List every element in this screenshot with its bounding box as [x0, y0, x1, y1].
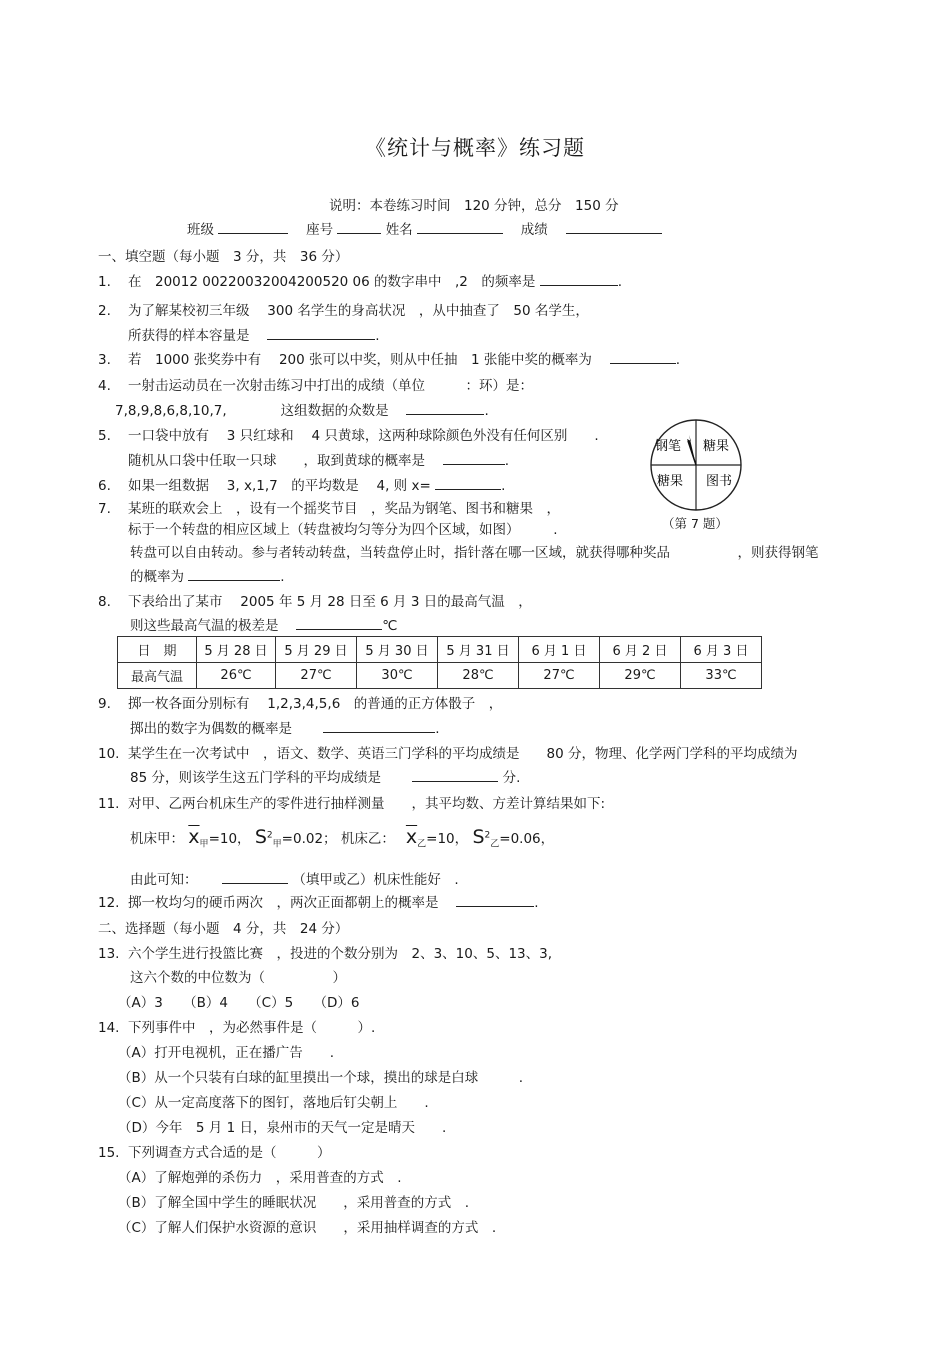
temperature-table — [117, 636, 762, 689]
question-10: 10. 某学生在一次考试中 ，语文、数学、英语三门学科的平均成绩是 80 分，物理、化学两门学科的平均成绩为 — [98, 746, 798, 762]
table-cell: 26℃ — [197, 663, 276, 689]
name-field[interactable] — [417, 219, 503, 234]
page-title: 《统计与概率》练习题 — [365, 136, 585, 160]
table-cell: 5 月 29 日 — [276, 637, 357, 663]
option-a[interactable]: （A）了解炮弹的杀伤力 ，采用普查的方式 . — [118, 1170, 402, 1186]
seat-label: 座号 — [306, 222, 334, 238]
class-field[interactable] — [218, 219, 288, 234]
answer-blank[interactable] — [296, 615, 382, 630]
spinner-diagram — [648, 417, 744, 513]
question-11: 11. 对甲、乙两台机床生产的零件进行抽样测量 ，其平均数、方差计算结果如下: — [98, 796, 606, 812]
question-14: 14. 下列事件中 ，为必然事件是（ ）. — [98, 1020, 376, 1036]
answer-blank[interactable] — [456, 892, 534, 907]
question-6: 6. 如果一组数据 3, x,1,7 的平均数是 4, 则 x= . — [98, 474, 505, 494]
question-11-line3: 由此可知： （填甲或乙）机床性能好 . — [130, 868, 459, 888]
name-label: 姓名 — [385, 222, 413, 238]
table-cell: 日 期 — [118, 637, 197, 663]
question-4: 4. 一射击运动员在一次射击练习中打出的成绩（单位 ：环）是： — [98, 378, 533, 394]
table-cell: 28℃ — [438, 663, 519, 689]
question-7: 7. 某班的联欢会上 ，设有一个摇奖节目 ，奖品为钢笔、图书和糖果 ， — [98, 501, 560, 517]
question-7-line4: 的概率为 . — [130, 565, 285, 585]
answer-blank[interactable] — [412, 767, 498, 782]
option-c[interactable]: （C）从一定高度落下的图钉，落地后钉尖朝上 . — [118, 1095, 429, 1111]
table-cell: 6 月 2 日 — [600, 637, 681, 663]
question-1: 1. 在 20012 00220032004200520 06 的数字串中 ,2 的频率是 . — [98, 270, 622, 290]
answer-blank[interactable] — [222, 869, 288, 884]
table-cell: 最高气温 — [118, 663, 197, 689]
question-4-line2: 7,8,9,8,6,8,10,7, 这组数据的众数是 . — [115, 399, 489, 419]
sector-label: 糖果 — [657, 474, 684, 489]
question-2: 2. 为了解某校初三年级 300 名学生的身高状况 ，从中抽查了 50 名学生， — [98, 303, 589, 319]
score-field[interactable] — [566, 219, 662, 234]
table-row — [118, 663, 762, 689]
figure-caption: （第 7 题） — [662, 516, 728, 531]
answer-blank[interactable] — [267, 325, 375, 340]
question-2-line2: 所获得的样本容量是 . — [128, 324, 380, 344]
table-cell: 30℃ — [357, 663, 438, 689]
question-13: 13. 六个学生进行投篮比赛 ，投进的个数分别为 2、3、10、5、13、3, — [98, 946, 553, 962]
option-a[interactable]: （A）打开电视机，正在播广告 . — [118, 1045, 335, 1061]
table-cell: 27℃ — [519, 663, 600, 689]
question-8-line2: 则这些最高气温的极差是 ℃ — [130, 614, 397, 634]
answer-blank[interactable] — [406, 400, 484, 415]
machine-stats: 机床甲： $\overline{x}_甲=10$， $S^2_甲=0.02$； 机床乙： $\overline{x}_乙=10$， $S^2_乙=0.06$， — [130, 826, 555, 850]
question-13-line2: 这六个数的中位数为（ ） — [130, 970, 346, 986]
question-5: 5. 一口袋中放有 3 只红球和 4 只黄球，这两种球除颜色外没有任何区别 . — [98, 428, 599, 444]
class-label: 班级 — [187, 222, 214, 238]
table-cell: 5 月 28 日 — [197, 637, 276, 663]
question-10-line2: 85 分，则该学生这五门学科的平均成绩是 分. — [130, 766, 520, 786]
student-info — [187, 218, 662, 238]
question-12: 12. 掷一枚均匀的硬币两次 ，两次正面都朝上的概率是 . — [98, 891, 539, 911]
answer-blank[interactable] — [323, 718, 435, 733]
question-5-line2: 随机从口袋中任取一只球 ，取到黄球的概率是 . — [128, 449, 509, 469]
answer-blank[interactable] — [540, 271, 618, 286]
question-3: 3. 若 1000 张奖券中有 200 张可以中奖，则从中任抽 1 张能中奖的概率为 . — [98, 348, 680, 368]
question-9-line2: 掷出的数字为偶数的概率是 . — [130, 717, 440, 737]
question-15: 15. 下列调查方式合适的是（ ） — [98, 1145, 331, 1161]
section-heading-fill: 一、填空题（每小题 3 分，共 36 分） — [98, 249, 349, 265]
option-b[interactable]: （B）了解全国中学生的睡眠状况 ，采用普查的方式 . — [118, 1195, 470, 1211]
question-13-options[interactable]: （A）3 （B）4 （C）5 （D）6 — [118, 995, 360, 1011]
table-cell: 6 月 1 日 — [519, 637, 600, 663]
sector-label: 钢笔 — [655, 439, 682, 454]
table-cell: 27℃ — [276, 663, 357, 689]
table-cell: 6 月 3 日 — [681, 637, 762, 663]
question-7-line2: 标于一个转盘的相应区域上（转盘被均匀等分为四个区域，如图） . — [128, 522, 558, 538]
table-cell: 5 月 30 日 — [357, 637, 438, 663]
question-8: 8. 下表给出了某市 2005 年 5 月 28 日至 6 月 3 日的最高气温 ， — [98, 594, 532, 610]
section-heading-choice: 二、选择题（每小题 4 分，共 24 分） — [98, 921, 349, 937]
exam-note: 说明：本卷练习时间 120 分钟，总分 150 分 — [329, 198, 619, 214]
seat-field[interactable] — [337, 219, 381, 234]
sector-label: 糖果 — [703, 439, 730, 454]
score-label: 成绩 — [520, 222, 548, 238]
sector-label: 图书 — [706, 474, 733, 489]
question-7-line3: 转盘可以自由转动。参与者转动转盘，当转盘停止时，指针落在哪一区域，就获得哪种奖品 ，则获得钢笔 — [130, 545, 819, 561]
table-cell: 33℃ — [681, 663, 762, 689]
answer-blank[interactable] — [610, 349, 676, 364]
answer-blank[interactable] — [443, 450, 505, 465]
answer-blank[interactable] — [188, 566, 280, 581]
table-cell: 5 月 31 日 — [438, 637, 519, 663]
table-cell: 29℃ — [600, 663, 681, 689]
option-b[interactable]: （B）从一个只装有白球的缸里摸出一个球，摸出的球是白球 . — [118, 1070, 524, 1086]
question-9: 9. 掷一枚各面分别标有 1,2,3,4,5,6 的普通的正方体骰子 ， — [98, 696, 503, 712]
option-c[interactable]: （C）了解人们保护水资源的意识 ，采用抽样调查的方式 . — [118, 1220, 497, 1236]
table-header-row — [118, 637, 762, 663]
option-d[interactable]: （D）今年 5 月 1 日，泉州市的天气一定是晴天 . — [118, 1120, 447, 1136]
answer-blank[interactable] — [435, 475, 501, 490]
